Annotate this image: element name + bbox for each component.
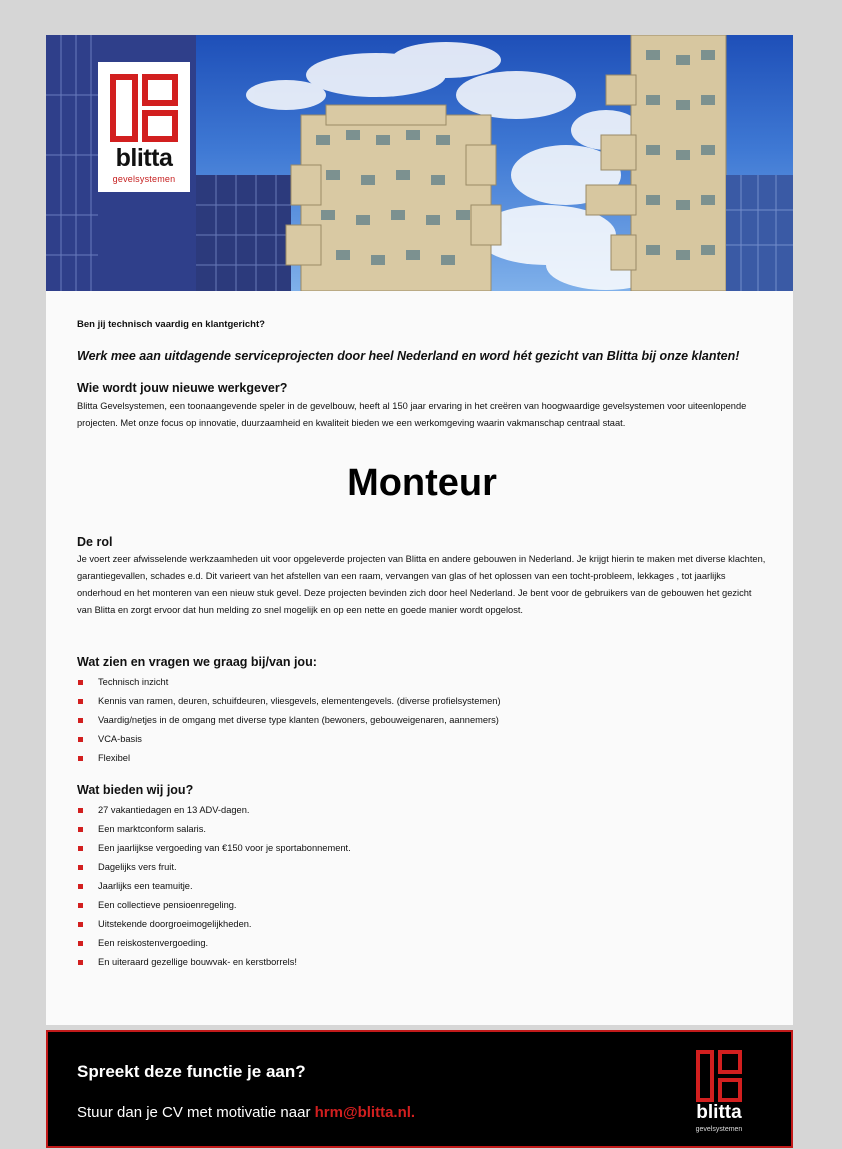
offer-list: [77, 801, 351, 972]
list-item: [77, 730, 501, 749]
requirement-text: Flexibel: [98, 753, 131, 763]
bullet-square-icon: [78, 808, 83, 813]
offer-text: En uiteraard gezellige bouwvak- en kerstborrels!: [98, 957, 297, 967]
list-item: [77, 953, 351, 972]
footer-logo-mark-icon: [688, 1048, 758, 1138]
offer-text: Een marktconform salaris.: [98, 824, 206, 834]
footer-logo-wordmark: blitta: [696, 1102, 742, 1123]
list-item: [77, 673, 501, 692]
bullet-square-icon: [78, 903, 83, 908]
email-link[interactable]: hrm@blitta.nl.: [314, 1104, 416, 1121]
cta-heading: Spreekt deze functie je aan?: [77, 1062, 306, 1081]
list-item: [77, 877, 351, 896]
employer-heading: Wie wordt jouw nieuwe werkgever?: [77, 381, 288, 395]
list-item: [77, 858, 351, 877]
cta-text: [77, 1104, 415, 1121]
offer-text: Een reiskostenvergoeding.: [98, 938, 209, 948]
tagline: Werk mee aan uitdagende serviceprojecten door heel Nederland en word hét gezicht van Blitta bij onze klanten!: [77, 349, 740, 363]
footer-logo-subtitle: gevelsystemen: [695, 1126, 743, 1133]
requirement-text: Vaardig/netjes in de omgang met diverse type klanten (bewoners, gebouweigenaren, aannemers): [98, 715, 499, 725]
bullet-square-icon: [78, 960, 83, 965]
list-item: [77, 896, 351, 915]
bullet-square-icon: [78, 680, 83, 685]
employer-text: Blitta Gevelsystemen, een toonaangevende speler in de gevelbouw, heeft al 150 jaar ervaring in het creëren van hoogwaardige gevelsystemen voor uiteenlopende projecten. Met onze focus op innovatie, duurzaamheid en kwaliteit bieden we een werkomgeving waarin vakmanschap centraal staat.: [77, 401, 747, 428]
requirements-heading: Wat zien en vragen we graag bij/van jou:: [77, 655, 317, 669]
intro-question: Ben jij technisch vaardig en klantgericht?: [77, 319, 265, 330]
list-item: [77, 801, 351, 820]
list-item: [77, 915, 351, 934]
requirements-list: [77, 673, 501, 768]
list-item: [77, 839, 351, 858]
bullet-square-icon: [78, 737, 83, 742]
bullet-square-icon: [78, 941, 83, 946]
bullet-square-icon: [78, 756, 83, 761]
contact-footer: [46, 1030, 793, 1148]
list-item: [77, 934, 351, 953]
offer-text: Een jaarlijkse vergoeding van €150 voor je sportabonnement.: [98, 843, 351, 853]
offer-text: Dagelijks vers fruit.: [98, 862, 177, 872]
offer-text: Uitstekende doorgroeimogelijkheden.: [98, 919, 252, 929]
offer-text: Jaarlijks een teamuitje.: [98, 881, 193, 891]
bullet-square-icon: [78, 865, 83, 870]
cta-instruction: Stuur dan je CV met motivatie naar: [77, 1104, 311, 1121]
company-logo: [98, 62, 190, 192]
requirement-text: Kennis van ramen, deuren, schuifdeuren, vliesgevels, elementengevels. (diverse profielsystemen): [98, 696, 501, 706]
bullet-square-icon: [78, 846, 83, 851]
logo-wordmark: blitta: [115, 144, 173, 172]
bullet-square-icon: [78, 827, 83, 832]
list-item: [77, 692, 501, 711]
hero-image: [46, 35, 793, 291]
requirement-text: VCA-basis: [98, 734, 142, 744]
offer-text: Een collectieve pensioenregeling.: [98, 900, 237, 910]
logo-subtitle: gevelsystemen: [112, 174, 176, 184]
list-item: [77, 820, 351, 839]
bullet-square-icon: [78, 699, 83, 704]
job-title: Monteur: [347, 462, 497, 504]
offer-heading: Wat bieden wij jou?: [77, 783, 194, 797]
role-text: Je voert zeer afwisselende werkzaamheden uit voor opgeleverde projecten van Blitta en andere gebouwen in Nederland. Je krijgt hierin te maken met diverse klachten, garantiegevallen, schades e.d. Dit varieert van het afstellen van een raam, vervangen van glas of het oplossen van een tocht-probleem, lekkages , tot jaarlijks onderhoud en het monteren van een nieuw stuk gevel. Deze projecten bevinden zich door heel Nederland. Je bent voor de gebruikers van de gebouwen het gezicht van Blitta en zorgt ervoor dat hun melding zo snel mogelijk en op een nette en goede manier wordt opgelost.: [77, 554, 766, 615]
offer-text: 27 vakantiedagen en 13 ADV-dagen.: [98, 805, 250, 815]
bullet-square-icon: [78, 718, 83, 723]
vacancy-page: [46, 35, 793, 1025]
list-item: [77, 749, 501, 768]
bullet-square-icon: [78, 884, 83, 889]
requirement-text: Technisch inzicht: [98, 677, 169, 687]
bullet-square-icon: [78, 922, 83, 927]
list-item: [77, 711, 501, 730]
role-heading: De rol: [77, 535, 113, 549]
logo-mark-icon: [98, 62, 190, 147]
